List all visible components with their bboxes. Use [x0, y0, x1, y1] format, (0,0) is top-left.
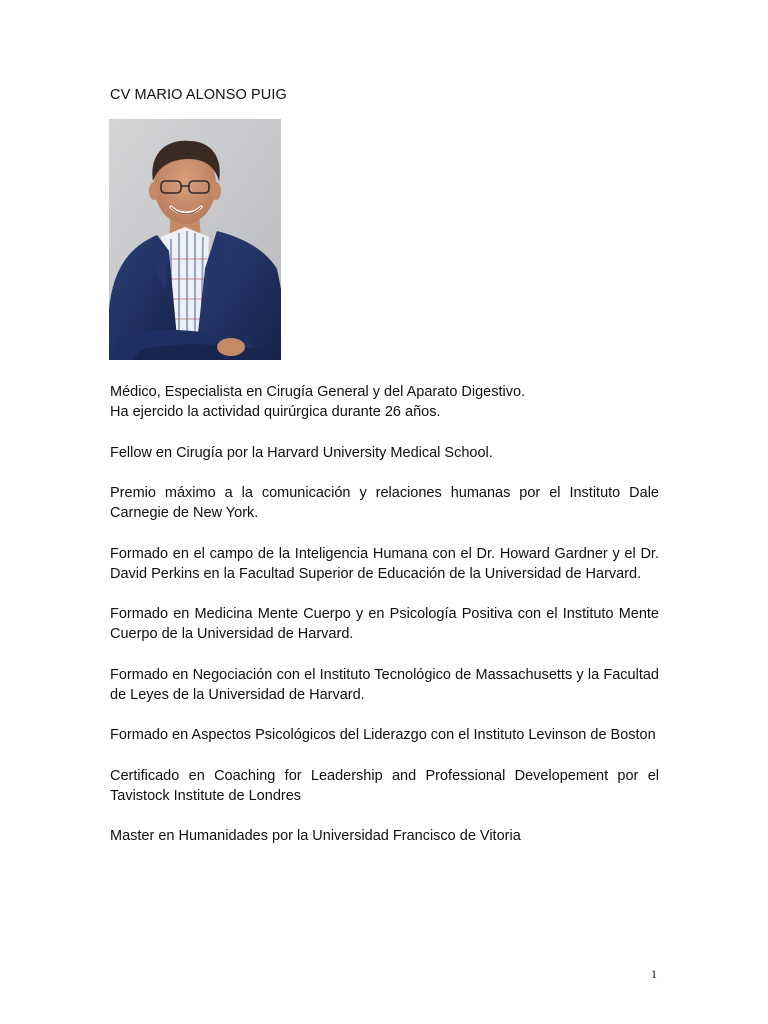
cv-paragraph: Formado en el campo de la Inteligencia Humana con el Dr. Howard Gardner y el Dr. David Perkins en la Facultad Superior de Educación de la Universidad de Harvard. — [110, 545, 659, 582]
cv-body — [110, 382, 659, 867]
cv-paragraph: Premio máximo a la comunicación y relaciones humanas por el Instituto Dale Carnegie de New York. — [110, 484, 659, 522]
cv-paragraph: Master en Humanidades por la Universidad Francisco de Vitoria — [110, 828, 521, 845]
cv-line: Ha ejercido la actividad quirúrgica durante 26 años. — [110, 404, 441, 421]
cv-paragraph: Certificado en Coaching for Leadership and Professional Developement por el Tavistock Institute de Londres — [110, 767, 659, 804]
document-title: CV MARIO ALONSO PUIG — [110, 87, 287, 103]
cv-paragraph: Fellow en Cirugía por la Harvard University Medical School. — [110, 444, 493, 461]
portrait-photo — [109, 119, 281, 360]
page-number: 1 — [651, 967, 657, 981]
cv-paragraph: Formado en Medicina Mente Cuerpo y en Psicología Positiva con el Instituto Mente Cuerpo de la Universidad de Harvard. — [110, 606, 659, 643]
cv-paragraph: Formado en Aspectos Psicológicos del Liderazgo con el Instituto Levinson de Boston — [110, 727, 656, 744]
cv-paragraph — [110, 382, 659, 422]
cv-line: Médico, Especialista en Cirugía General y del Aparato Digestivo. — [110, 384, 526, 400]
cv-paragraph: Formado en Negociación con el Instituto Tecnológico de Massachusetts y la Facultad de Leyes de la Universidad de Harvard. — [110, 666, 659, 703]
